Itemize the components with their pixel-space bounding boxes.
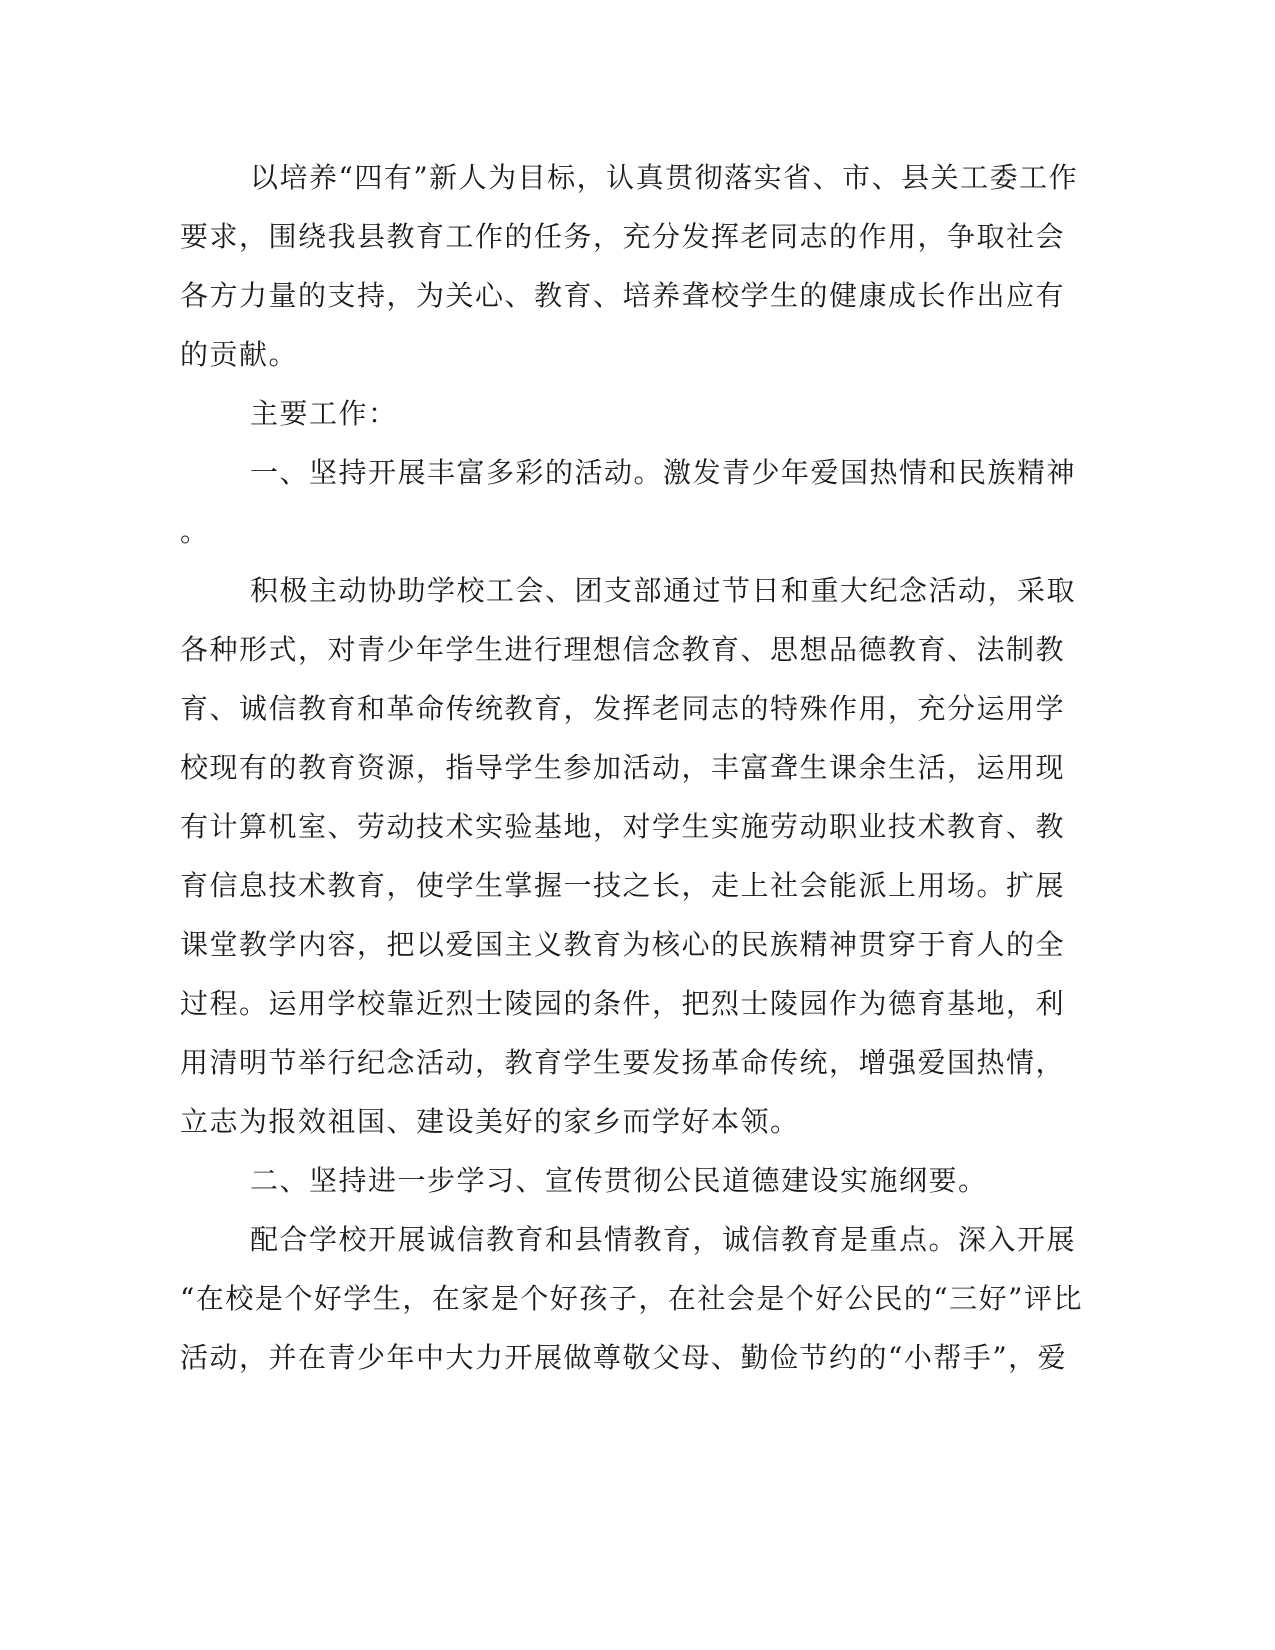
section-label: 主要工作： <box>250 397 398 430</box>
paragraph-line: 以培养“四有”新人为目标，认真贯彻落实省、市、县关工委工作 <box>250 161 1079 194</box>
paragraph-line: 活动，并在青少年中大力开展做尊敬父母、勤俭节约的“小帮手”，爱 <box>180 1341 1068 1374</box>
paragraph-line: 的贡献。 <box>180 338 299 371</box>
paragraph-line: 积极主动协助学校工会、团支部通过节日和重大纪念活动，采取 <box>250 574 1077 607</box>
paragraph-line: 育信息技术教育，使学生掌握一技之长，走上社会能派上用场。扩展 <box>180 869 1066 902</box>
paragraph-line: 过程。运用学校靠近烈士陵园的条件，把烈士陵园作为德育基地，利 <box>180 987 1066 1020</box>
paragraph-line: 校现有的教育资源，指导学生参加活动，丰富聋生课余生活，运用现 <box>180 751 1066 784</box>
paragraph-line: 有计算机室、劳动技术实验基地，对学生实施劳动职业技术教育、教 <box>180 810 1066 843</box>
section-heading: 二、坚持进一步学习、宣传贯彻公民道德建设实施纲要。 <box>250 1164 988 1197</box>
paragraph-line: 用清明节举行纪念活动，教育学生要发扬革命传统，增强爱国热情， <box>180 1046 1066 1079</box>
paragraph-line: 各种形式，对青少年学生进行理想信念教育、思想品德教育、法制教 <box>180 633 1066 666</box>
paragraph-line: 立志为报效祖国、建设美好的家乡而学好本领。 <box>180 1105 800 1138</box>
section-heading: 一、坚持开展丰富多彩的活动。激发青少年爱国热情和民族精神 <box>250 456 1077 489</box>
document-body <box>180 148 1083 1387</box>
paragraph-line: 各方力量的支持，为关心、教育、培养聋校学生的健康成长作出应有 <box>180 279 1066 312</box>
paragraph-line: 。 <box>180 515 210 548</box>
paragraph-line: 配合学校开展诚信教育和县情教育，诚信教育是重点。深入开展 <box>250 1223 1077 1256</box>
paragraph-line: 课堂教学内容，把以爱国主义教育为核心的民族精神贯穿于育人的全 <box>180 928 1066 961</box>
paragraph-line: 要求，围绕我县教育工作的任务，充分发挥老同志的作用，争取社会 <box>180 220 1066 253</box>
paragraph-line: 育、诚信教育和革命传统教育，发挥老同志的特殊作用，充分运用学 <box>180 692 1066 725</box>
paragraph-line: “在校是个好学生，在家是个好孩子，在社会是个好公民的“三好”评比 <box>180 1282 1083 1315</box>
